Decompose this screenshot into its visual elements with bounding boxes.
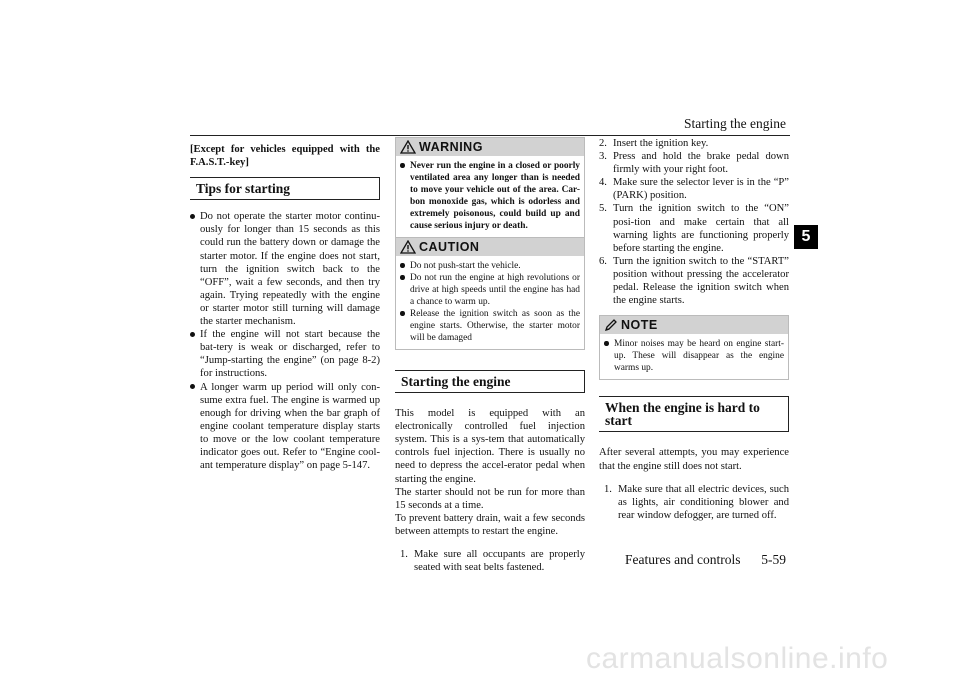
list-item [599, 202, 789, 254]
list-item [599, 176, 789, 202]
intro-paragraph: After several attempts, you may experience that the engine still does not start. [599, 447, 789, 472]
intro-paragraph: To prevent battery drain, wait a few seconds between attempts to restart the engine. [395, 512, 585, 537]
list-item: Do not operate the starter motor continu-ously for longer than 15 seconds as this could run the battery down or damage the starter motor. If the engine does not start, turn the ignition switch back to the “OFF”, wait a few seconds, and then try again. Trying repeatedly with the engine or starter motor still turning will damage the starter mechanism. [190, 210, 380, 328]
step-number: 5. [599, 203, 607, 215]
intro-paragraph: This model is equipped with an electronically controlled fuel injection system. This is a sys-tem that automatically controls fuel injection. There is usually no need to depress the accel-erator pedal when starting the engine. [395, 408, 585, 485]
page-number: 5-59 [761, 552, 786, 567]
section-title-starting: Starting the engine [395, 370, 585, 393]
list-item [599, 137, 789, 150]
note-label: NOTE [621, 318, 658, 333]
note-text: Minor noises may be heard on engine start-up. These will disappear as the engine warms up. [604, 338, 784, 374]
caution-item: Do not run the engine at high revolutions or drive at high speeds until the engine has had a chance to warm up. [400, 272, 580, 308]
step-number: 3. [599, 151, 607, 163]
caution-header [396, 238, 584, 256]
warning-body [396, 156, 584, 237]
column-left [190, 143, 380, 472]
step-text: Make sure that all electric devices, such as lights, air conditioning blower and rear window defogger, are turned off. [618, 483, 789, 521]
list-item: If the engine will not start because the bat-tery is weak or discharged, refer to “Jump-starting the engine” (on page 8-2) for instructions. [190, 328, 380, 380]
step-number: 4. [599, 177, 607, 189]
column-right [599, 137, 789, 522]
caution-label: CAUTION [419, 240, 480, 254]
page-header-title: Starting the engine [684, 116, 786, 131]
list-item [604, 483, 789, 522]
column-middle [395, 137, 585, 574]
step-number: 1. [604, 483, 612, 495]
note-body [600, 334, 788, 379]
step-text: Turn the ignition switch to the “ON” posi-tion and make certain that all warning lights are functioning properly before starting the engine. [613, 203, 789, 254]
list-item [599, 150, 789, 176]
warning-text: Never run the engine in a closed or poorly ventilated area any longer than is needed to move your vehicle out of the area. Car-bon monoxide gas, which is odorless and extremely poisonous, could build up and cause serious injury or death. [400, 160, 580, 232]
warning-box [395, 137, 585, 238]
steps-list [599, 483, 789, 522]
variant-heading: [Except for vehicles equipped with the F.A.S.T.-key] [190, 144, 380, 169]
step-text: Make sure the selector lever is in the “P” (PARK) position. [613, 177, 789, 202]
caution-box [395, 238, 585, 350]
steps-list [395, 548, 585, 574]
caution-item: Do not push-start the vehicle. [400, 260, 580, 272]
footer-section: Features and controls [625, 552, 741, 567]
step-number: 6. [599, 255, 607, 267]
note-box [599, 315, 789, 380]
step-number: 2. [599, 138, 607, 149]
note-pencil-icon [604, 318, 618, 332]
caution-item: Release the ignition switch as soon as the engine starts. Otherwise, the starter motor will be damaged [400, 308, 580, 344]
tips-list [190, 210, 380, 472]
watermark: carmanualsonline.info [586, 642, 889, 675]
list-item: A longer warm up period will only con-sume extra fuel. The engine is warmed up enough for driving when the bar graph of engine coolant temperature display starts to move or the low coolant temperature indicator goes out. Refer to “Engine cool-ant temperature display” on page 5-147. [190, 381, 380, 473]
caution-triangle-icon [400, 240, 416, 254]
header-rule [190, 135, 790, 136]
list-item [599, 255, 789, 307]
step-text: Turn the ignition switch to the “START” position without pressing the accelerator pedal. Release the ignition switch when the engine starts. [613, 255, 789, 307]
section-title-tips: Tips for starting [190, 177, 380, 200]
list-item [400, 548, 585, 574]
step-text: Make sure all occupants are properly seated with seat belts fastened. [414, 549, 585, 574]
step-number: 1. [400, 549, 408, 561]
caution-body [396, 256, 584, 349]
section-title-hard-start: When the engine is hard to start [599, 396, 789, 432]
warning-header [396, 138, 584, 156]
warning-triangle-icon [400, 140, 416, 154]
warning-label: WARNING [419, 140, 483, 154]
step-text: Press and hold the brake pedal down firmly with your right foot. [613, 151, 789, 176]
steps-list [599, 137, 789, 307]
note-header [600, 316, 788, 334]
page-footer [625, 552, 786, 568]
intro-paragraph: The starter should not be run for more than 15 seconds at a time. [395, 486, 585, 511]
chapter-tab: 5 [794, 225, 818, 249]
step-text: Insert the ignition key. [613, 138, 709, 149]
